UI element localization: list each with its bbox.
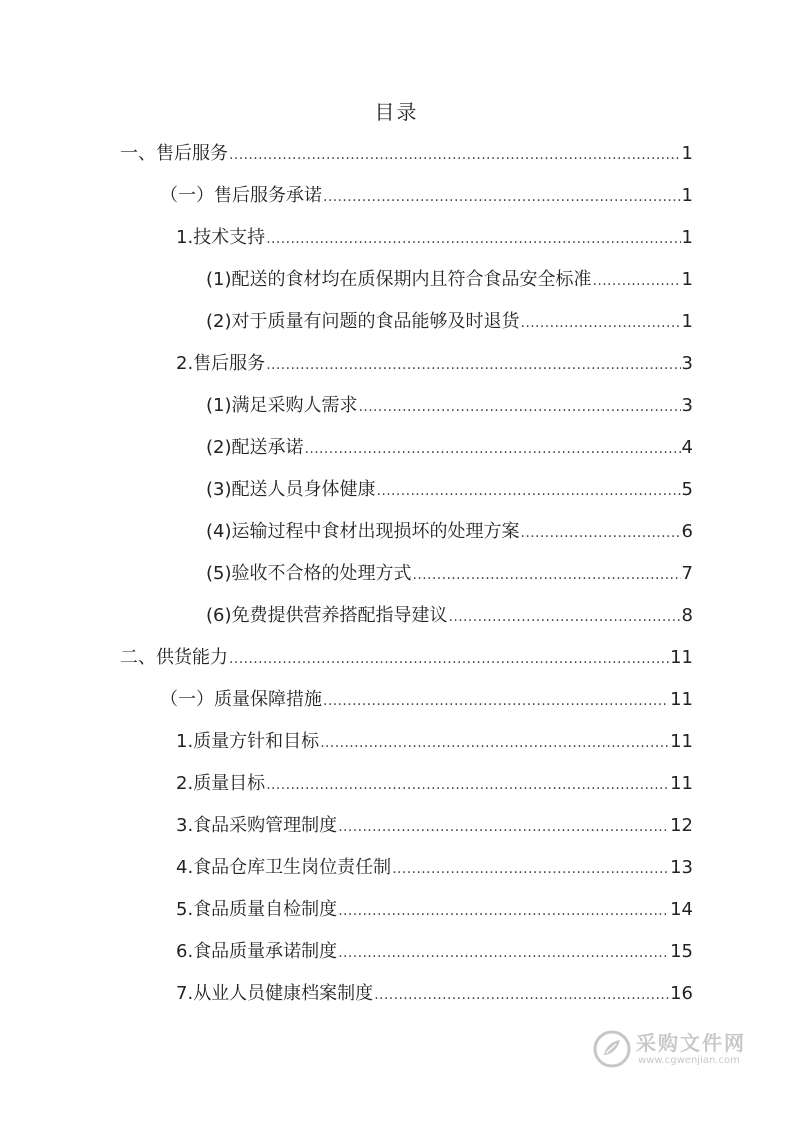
toc-page-number: 14 [670, 899, 693, 920]
toc-page-number: 3 [681, 353, 693, 374]
toc-number: 5. [176, 899, 194, 920]
toc-entry[interactable] [176, 764, 693, 804]
toc-entry[interactable] [206, 470, 693, 510]
toc-entry[interactable] [206, 512, 693, 552]
toc-entry[interactable] [176, 932, 693, 972]
toc-number: 2. [176, 773, 194, 794]
toc-number: (4) [206, 521, 232, 542]
toc-label: 运输过程中食材出现损坏的处理方案 [231, 521, 520, 542]
toc-number: (6) [206, 605, 232, 626]
toc-label: 质量目标 [193, 773, 266, 794]
dot-leader [229, 639, 669, 679]
dot-leader [266, 345, 680, 385]
page-title: 目录 [374, 100, 419, 124]
toc-page-number: 11 [670, 689, 693, 710]
toc-number: (1) [206, 269, 232, 290]
toc-label: 售后服务承诺 [214, 185, 322, 206]
toc-entry[interactable] [176, 890, 693, 930]
toc-label: 售后服务 [156, 143, 228, 164]
toc-label: 配送的食材均在质保期内且符合食品安全标准 [231, 269, 592, 290]
toc-page-number: 11 [670, 731, 693, 752]
toc-number: （一） [160, 689, 214, 710]
toc-entry[interactable] [120, 134, 693, 174]
watermark [592, 1025, 762, 1073]
toc-label: 配送承诺 [231, 437, 304, 458]
toc-page-number: 6 [681, 521, 693, 542]
dot-leader [338, 891, 669, 931]
toc-page-number: 12 [670, 815, 693, 836]
dot-leader [449, 597, 681, 637]
watermark-url: www.cgwenjian.com [638, 1055, 740, 1066]
dot-leader [229, 135, 681, 175]
toc-page-number: 1 [681, 185, 693, 206]
toc-number: 6. [176, 941, 194, 962]
toc-number: (2) [206, 437, 232, 458]
dot-leader [338, 807, 669, 847]
toc-entry[interactable] [176, 218, 693, 258]
toc-entry[interactable] [176, 344, 693, 384]
toc-number: 2. [176, 353, 194, 374]
toc-number: 二、 [120, 647, 156, 668]
toc-entry[interactable] [176, 806, 693, 846]
toc-number: (3) [206, 479, 232, 500]
toc-page-number: 16 [670, 983, 693, 1004]
dot-leader [323, 681, 669, 721]
watermark-text: 采购文件网 [636, 1031, 746, 1055]
toc-number: 3. [176, 815, 194, 836]
toc-number: (5) [206, 563, 232, 584]
toc-number: (1) [206, 395, 232, 416]
toc-page-number: 3 [681, 395, 693, 416]
toc-entry[interactable] [206, 428, 693, 468]
toc-page-number: 11 [670, 647, 693, 668]
toc-entry[interactable] [206, 302, 693, 342]
dot-leader [593, 261, 681, 301]
leaf-logo-icon [592, 1029, 632, 1069]
toc-page-number: 4 [681, 437, 693, 458]
dot-leader [323, 177, 681, 217]
toc-label: 食品质量自检制度 [193, 899, 338, 920]
dot-leader [521, 513, 681, 553]
toc-label: 对于质量有问题的食品能够及时退货 [231, 311, 520, 332]
toc-page-number: 1 [681, 311, 693, 332]
toc-page-number: 15 [670, 941, 693, 962]
toc-entry[interactable] [160, 176, 693, 216]
dot-leader [305, 429, 681, 469]
toc-page-number: 5 [681, 479, 693, 500]
toc-label: 满足采购人需求 [231, 395, 358, 416]
toc-label: 配送人员身体健康 [231, 479, 376, 500]
dot-leader [320, 723, 669, 763]
dot-leader [359, 387, 681, 427]
toc-number: 4. [176, 857, 194, 878]
dot-leader [374, 975, 669, 1015]
toc-number: 一、 [120, 143, 156, 164]
toc-entry[interactable] [160, 680, 693, 720]
toc-page-number: 7 [681, 563, 693, 584]
toc-label: 验收不合格的处理方式 [231, 563, 412, 584]
toc-page-number: 1 [681, 269, 693, 290]
toc-label: 质量方针和目标 [193, 731, 320, 752]
toc-page-number: 1 [681, 227, 693, 248]
dot-leader [266, 765, 669, 805]
toc-label: 从业人员健康档案制度 [193, 983, 374, 1004]
toc-entry[interactable] [206, 386, 693, 426]
toc-number: （一） [160, 185, 214, 206]
toc-entry[interactable] [120, 638, 693, 678]
toc-label: 质量保障措施 [214, 689, 322, 710]
toc-label: 技术支持 [193, 227, 266, 248]
toc-number: (2) [206, 311, 232, 332]
toc-label: 食品采购管理制度 [193, 815, 338, 836]
dot-leader [413, 555, 681, 595]
toc-label: 食品质量承诺制度 [193, 941, 338, 962]
toc-entry[interactable] [206, 596, 693, 636]
toc-entry[interactable] [176, 974, 693, 1014]
dot-leader [338, 933, 669, 973]
toc-page-number: 13 [670, 857, 693, 878]
toc-label: 食品仓库卫生岗位责任制 [193, 857, 392, 878]
toc-page-number: 11 [670, 773, 693, 794]
toc-page-number: 1 [681, 143, 693, 164]
toc-entry[interactable] [206, 260, 693, 300]
toc-entry[interactable] [176, 848, 693, 888]
toc-number: 1. [176, 227, 194, 248]
toc-entry[interactable] [176, 722, 693, 762]
toc-label: 免费提供营养搭配指导建议 [231, 605, 448, 626]
toc-number: 7. [176, 983, 194, 1004]
toc-entry[interactable] [206, 554, 693, 594]
toc-label: 供货能力 [156, 647, 228, 668]
dot-leader [377, 471, 681, 511]
toc-page-number: 8 [681, 605, 693, 626]
dot-leader [521, 303, 681, 343]
dot-leader [392, 849, 669, 889]
toc-label: 售后服务 [193, 353, 266, 374]
toc-number: 1. [176, 731, 194, 752]
dot-leader [266, 219, 680, 259]
